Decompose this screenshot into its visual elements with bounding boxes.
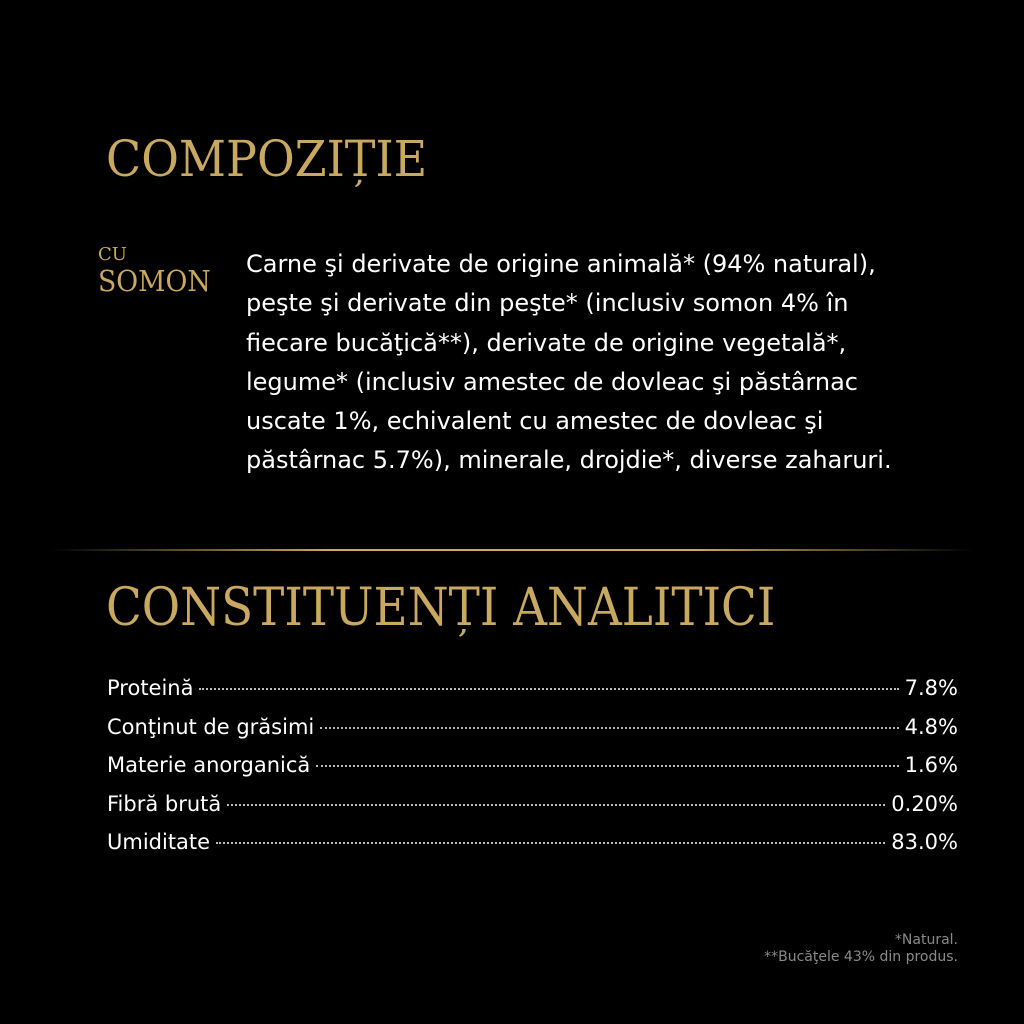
footnotes bbox=[764, 932, 958, 966]
composition-title: COMPOZIȚIE bbox=[106, 130, 428, 188]
table-row bbox=[107, 715, 958, 754]
row-value: 0.20% bbox=[891, 791, 958, 816]
dot-leader bbox=[227, 804, 885, 806]
composition-line: peşte şi derivate din peşte* (inclusiv somon 4% în bbox=[246, 289, 849, 318]
table-row bbox=[107, 830, 958, 869]
dot-leader bbox=[316, 765, 898, 767]
analytical-title: CONSTITUENȚI ANALITICI bbox=[106, 578, 776, 638]
row-value: 4.8% bbox=[904, 714, 958, 739]
table-row bbox=[107, 676, 958, 715]
composition-line: legume* (inclusiv amestec de dovleac şi păstârnac bbox=[246, 367, 858, 396]
table-row bbox=[107, 792, 958, 831]
footnote: *Natural. bbox=[894, 932, 958, 948]
composition-line: păstârnac 5.7%), minerale, drojdie*, diverse zaharuri. bbox=[246, 446, 892, 475]
composition-line: Carne şi derivate de origine animală* (94% natural), bbox=[246, 250, 876, 278]
row-label: Materie anorganică bbox=[107, 753, 311, 777]
variant-name: SOMON bbox=[98, 264, 211, 298]
composition-line: uscate 1%, echivalent cu amestec de dovleac şi bbox=[246, 407, 824, 436]
row-label: Proteină bbox=[107, 676, 194, 700]
composition-line: fiecare bucăţică**), derivate de origine vegetală*, bbox=[246, 328, 847, 357]
row-label: Umiditate bbox=[107, 830, 211, 854]
variant-label bbox=[98, 246, 221, 296]
composition-text bbox=[246, 245, 986, 481]
footnote: **Bucăţele 43% din produs. bbox=[764, 949, 958, 965]
gold-divider bbox=[50, 549, 974, 551]
table-row bbox=[107, 753, 958, 792]
analytical-table bbox=[107, 676, 958, 869]
dot-leader bbox=[320, 727, 898, 729]
row-value: 83.0% bbox=[891, 830, 958, 854]
row-value: 7.8% bbox=[904, 676, 958, 700]
dot-leader bbox=[216, 842, 885, 844]
row-value: 1.6% bbox=[904, 753, 958, 777]
row-label: Fibră brută bbox=[107, 791, 222, 816]
row-label: Conţinut de grăsimi bbox=[107, 714, 315, 739]
dot-leader bbox=[199, 688, 898, 690]
variant-prefix: CU bbox=[98, 244, 127, 265]
